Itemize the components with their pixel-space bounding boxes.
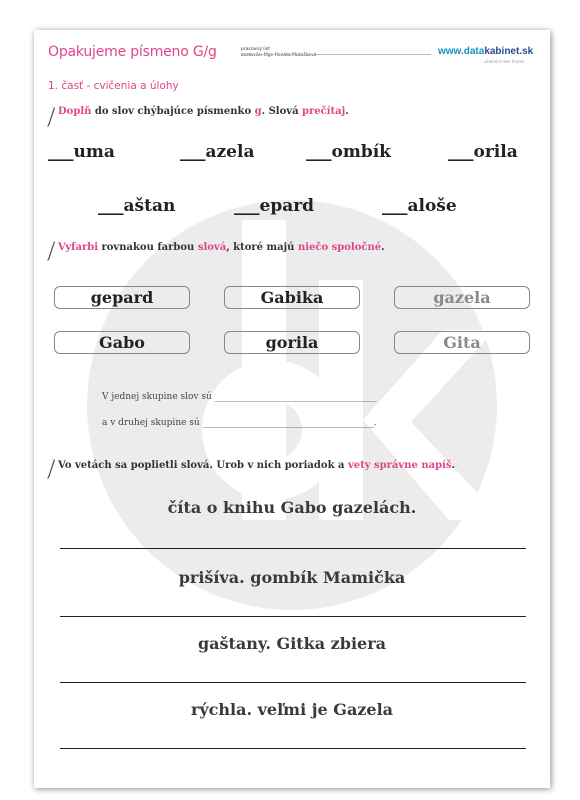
word-box[interactable]: Gita [394, 331, 530, 354]
site-tagline: učebnice bez hraníc [484, 59, 525, 64]
fill-word: ___ombík [306, 142, 391, 162]
header-divider [241, 54, 431, 55]
word-box[interactable]: gepard [54, 286, 190, 309]
scrambled-sentence: číta o knihu Gabo gazelách. [167, 498, 417, 517]
fill-word: ___azela [180, 142, 255, 162]
word-box[interactable]: Gabo [54, 331, 190, 354]
part-heading: 1. časť - cvičenia a úlohy [48, 80, 179, 92]
writing-line[interactable] [60, 748, 526, 749]
task3-instruction: Vo vetách sa poplietli slová. Urob v nich poriadok a vety správne napíš. [58, 460, 455, 471]
writing-line[interactable] [60, 682, 526, 683]
fill-word: ___aloše [382, 196, 457, 216]
writing-line[interactable] [60, 616, 526, 617]
answer-line[interactable]: a v druhej skupine sú ______________________________________. [102, 418, 377, 428]
worksheet-meta [241, 47, 316, 59]
scrambled-sentence: rýchla. veľmi je Gazela [190, 700, 394, 719]
fill-word: ___aštan [98, 196, 176, 216]
pencil-icon [46, 240, 56, 262]
meta-author: zostavila: Mgr. Renáta Matúšková [241, 53, 317, 58]
page-title: Opakujeme písmeno G/g [48, 44, 217, 60]
task1-instruction: Doplň do slov chýbajúce písmenko g. Slová prečítaj. [58, 106, 349, 117]
answer-line[interactable]: V jednej skupine slov sú ____________________________________ [102, 392, 377, 402]
scrambled-sentence: gaštany. Gitka zbiera [197, 634, 387, 653]
pencil-icon [46, 106, 56, 128]
scrambled-sentence: prišíva. gombík Mamička [178, 568, 406, 587]
word-box[interactable]: Gabika [224, 286, 360, 309]
fill-word: ___epard [234, 196, 315, 216]
task2-instruction: Vyfarbi rovnakou farbou slová, ktoré majú niečo spoločné. [58, 242, 385, 253]
meta-type: pracovný list [241, 47, 270, 52]
worksheet-page [34, 30, 550, 788]
pencil-icon [46, 458, 56, 480]
site-logo[interactable] [438, 46, 533, 57]
word-box[interactable]: gazela [394, 286, 530, 309]
site-main: kabinet.sk [484, 46, 534, 57]
fill-word: ___uma [48, 142, 115, 162]
site-prefix: www.data [438, 46, 485, 57]
writing-line[interactable] [60, 548, 526, 549]
word-box[interactable]: gorila [224, 331, 360, 354]
fill-word: ___orila [448, 142, 518, 162]
